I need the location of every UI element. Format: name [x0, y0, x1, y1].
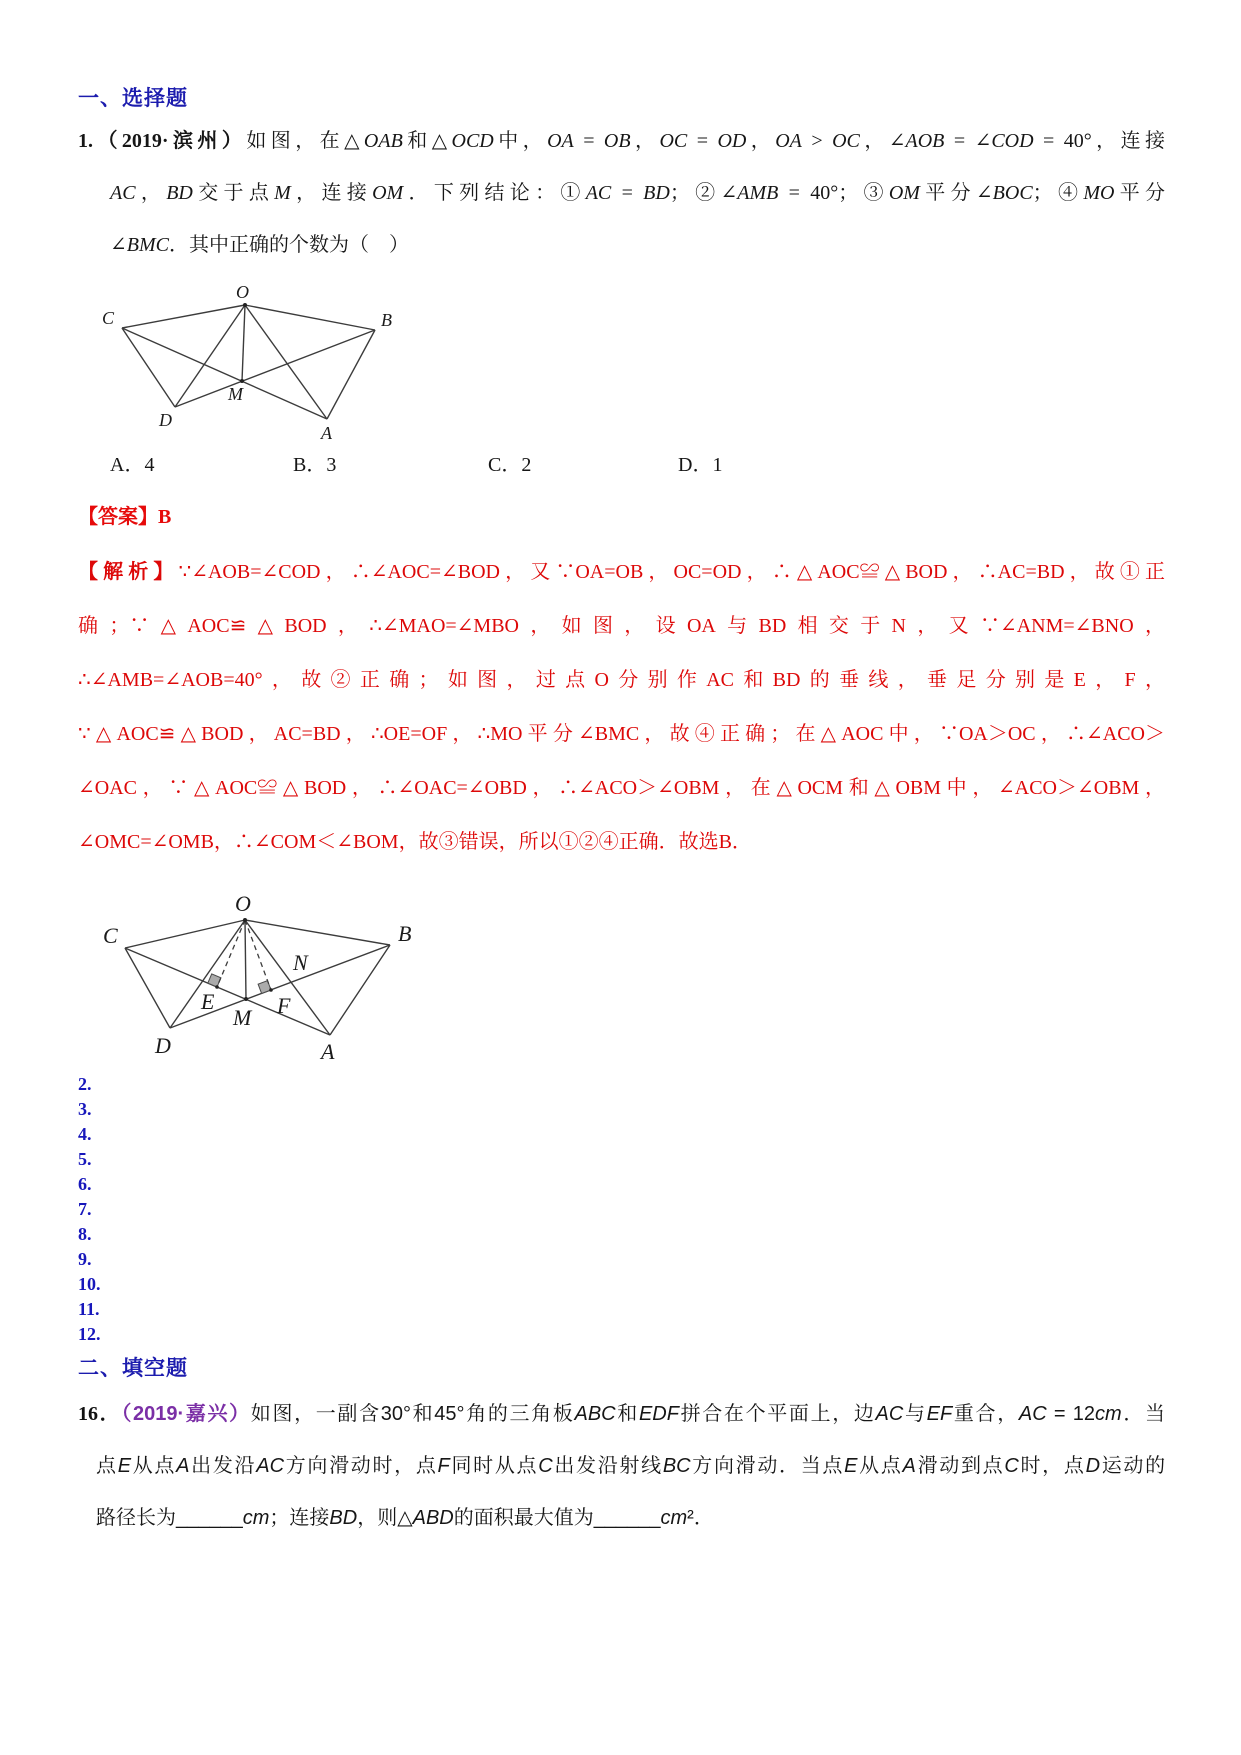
question-16 — [78, 1388, 1165, 1544]
fig1-edge-ab — [327, 330, 375, 419]
section-one-header: 一、选择题 — [78, 87, 188, 110]
q1-line-3-text: ∠BMC．其中正确的个数为（ ） — [110, 234, 409, 256]
fig1-label-o: O — [236, 283, 249, 302]
answer-line — [78, 500, 171, 529]
q1-number: 1. — [78, 130, 93, 152]
answer-label: 【答案】 — [78, 506, 158, 528]
fig1-label-b: B — [381, 310, 392, 330]
q1-option-d: D．1 — [678, 454, 723, 476]
q1-option-b: B．3 — [293, 454, 337, 476]
analysis-line-4-text: ∵△AOC≌△BOD，AC=BD，∴OE=OF，∴MO平分∠BMC，故④正确；在△AOC中，∵OA＞OC，∴∠ACO＞ — [78, 723, 1165, 745]
fig1-label-c: C — [102, 308, 115, 328]
q1-line-1 — [78, 115, 1165, 167]
fig2-edge-cd — [125, 948, 170, 1028]
list-item-4: 4. — [78, 1124, 92, 1144]
fig2-right-angle-marker-e — [208, 974, 221, 987]
list-item-12: 12. — [78, 1324, 101, 1344]
question-number-list — [78, 1072, 101, 1347]
q1-option-c: C．2 — [488, 454, 532, 476]
analysis-line-1 — [78, 545, 1165, 599]
question-1 — [78, 115, 1165, 271]
fig1-edge-oc — [122, 305, 245, 328]
list-item-2: 2. — [78, 1074, 92, 1094]
q16-line-3-text: 路径长为______cm；连接BD，则△ABD的面积最大值为______cm²． — [96, 1507, 714, 1529]
analysis-label: 【解析】 — [78, 561, 179, 583]
analysis-line-6-text: ∠OMC=∠OMB，∴∠COM＜∠BOM，故③错误，所以①②④正确．故选B． — [78, 831, 752, 853]
fig2-point-m — [244, 997, 248, 1001]
q16-line-1 — [78, 1388, 1165, 1440]
fig1-edge-oa — [245, 305, 327, 419]
analysis-line-6 — [78, 815, 1165, 869]
q16-line-3 — [96, 1492, 1165, 1544]
figure-1 — [95, 283, 405, 443]
fig2-edge-oc — [125, 920, 245, 948]
q16-source: （2019·嘉兴） — [121, 1403, 251, 1425]
fig1-label-a: A — [321, 423, 332, 443]
q1-source: （2019·滨州） — [93, 130, 247, 152]
fig2-edge-ab — [330, 945, 390, 1035]
fig2-point-e — [215, 985, 219, 989]
fig2-label-a: A — [321, 1039, 335, 1063]
q1-line-1-text: 如图，在△OAB和△OCD中，OA = OB，OC = OD，OA > OC，∠AOB = ∠COD = 40°，连接 — [246, 130, 1166, 152]
analysis-line-3-text: ∴∠AMB=∠AOB=40°，故②正确；如图，过点O分别作AC和BD的垂线，垂足分别是E，F， — [78, 669, 1165, 691]
fig2-label-d: D — [155, 1033, 171, 1058]
list-item-10: 10. — [78, 1274, 101, 1294]
q1-line-2-text: AC，BD交于点M，连接OM．下列结论：①AC = BD；②∠AMB = 40°；③OM平分∠BOC；④MO平分 — [110, 182, 1166, 204]
q1-option-a: A．4 — [110, 454, 155, 476]
analysis-line-5-text: ∠OAC，∵△AOC≌△BOD，∴∠OAC=∠OBD，∴∠ACO＞∠OBM，在△OCM和△OBM中，∠ACO＞∠OBM， — [78, 777, 1165, 799]
fig2-label-b: B — [398, 921, 412, 946]
fig2-label-f: F — [277, 993, 291, 1018]
fig2-edge-om — [245, 920, 246, 999]
figure-2 — [85, 885, 420, 1063]
fig2-label-o: O — [235, 891, 251, 916]
fig1-point-m — [240, 379, 244, 383]
analysis-line-3 — [78, 653, 1165, 707]
analysis-line-2-text: 确；∵△AOC≌△BOD，∴∠MAO=∠MBO，如图，设OA与BD相交于N，又∵∠ANM=∠BNO， — [78, 615, 1165, 637]
answer-value: B — [158, 506, 172, 528]
fig1-edge-om — [242, 305, 245, 381]
q16-line-2-text: 点E从点A出发沿AC方向滑动时，点F同时从点C出发沿射线BC方向滑动．当点E从点A滑动到点C时，点D运动的 — [96, 1455, 1166, 1477]
fig2-label-m: M — [233, 1005, 252, 1030]
list-item-8: 8. — [78, 1224, 92, 1244]
fig2-point-f — [269, 988, 273, 992]
analysis-line-1-text: ∵∠AOB=∠COD，∴∠AOC=∠BOD，又∵OA=OB，OC=OD，∴△AOC≌△BOD，∴AC=BD，故①正 — [178, 561, 1166, 583]
q1-line-2 — [110, 167, 1165, 219]
fig2-right-angle-marker-f — [258, 981, 271, 994]
fig2-edge-ob — [245, 920, 390, 945]
analysis-line-4 — [78, 707, 1165, 761]
analysis-line-2 — [78, 599, 1165, 653]
analysis-block — [78, 545, 1165, 869]
analysis-line-5 — [78, 761, 1165, 815]
fig2-label-e: E — [201, 989, 215, 1014]
list-item-9: 9. — [78, 1249, 92, 1269]
fig2-label-n: N — [293, 950, 308, 975]
section-two-header: 二、填空题 — [78, 1357, 188, 1380]
fig2-point-o — [243, 918, 247, 922]
list-item-11: 11. — [78, 1299, 100, 1319]
fig1-label-d: D — [159, 410, 172, 430]
q1-line-3 — [110, 219, 1165, 271]
list-item-3: 3. — [78, 1099, 92, 1119]
list-item-6: 6. — [78, 1174, 92, 1194]
fig2-label-c: C — [103, 923, 118, 948]
q16-number: 16． — [78, 1403, 122, 1425]
fig2-perpendicular-of-dashed — [245, 920, 271, 990]
fig1-edge-ob — [245, 305, 375, 330]
q1-options-row — [110, 448, 722, 477]
fig1-label-m: M — [228, 384, 243, 404]
fig1-point-o — [243, 303, 247, 307]
list-item-7: 7. — [78, 1199, 92, 1219]
q16-line-1-text: 如图，一副含30°和45°角的三角板ABC和EDF拼合在个平面上，边AC与EF重合，AC = 12cm．当 — [250, 1403, 1166, 1425]
q16-line-2 — [96, 1440, 1165, 1492]
list-item-5: 5. — [78, 1149, 92, 1169]
